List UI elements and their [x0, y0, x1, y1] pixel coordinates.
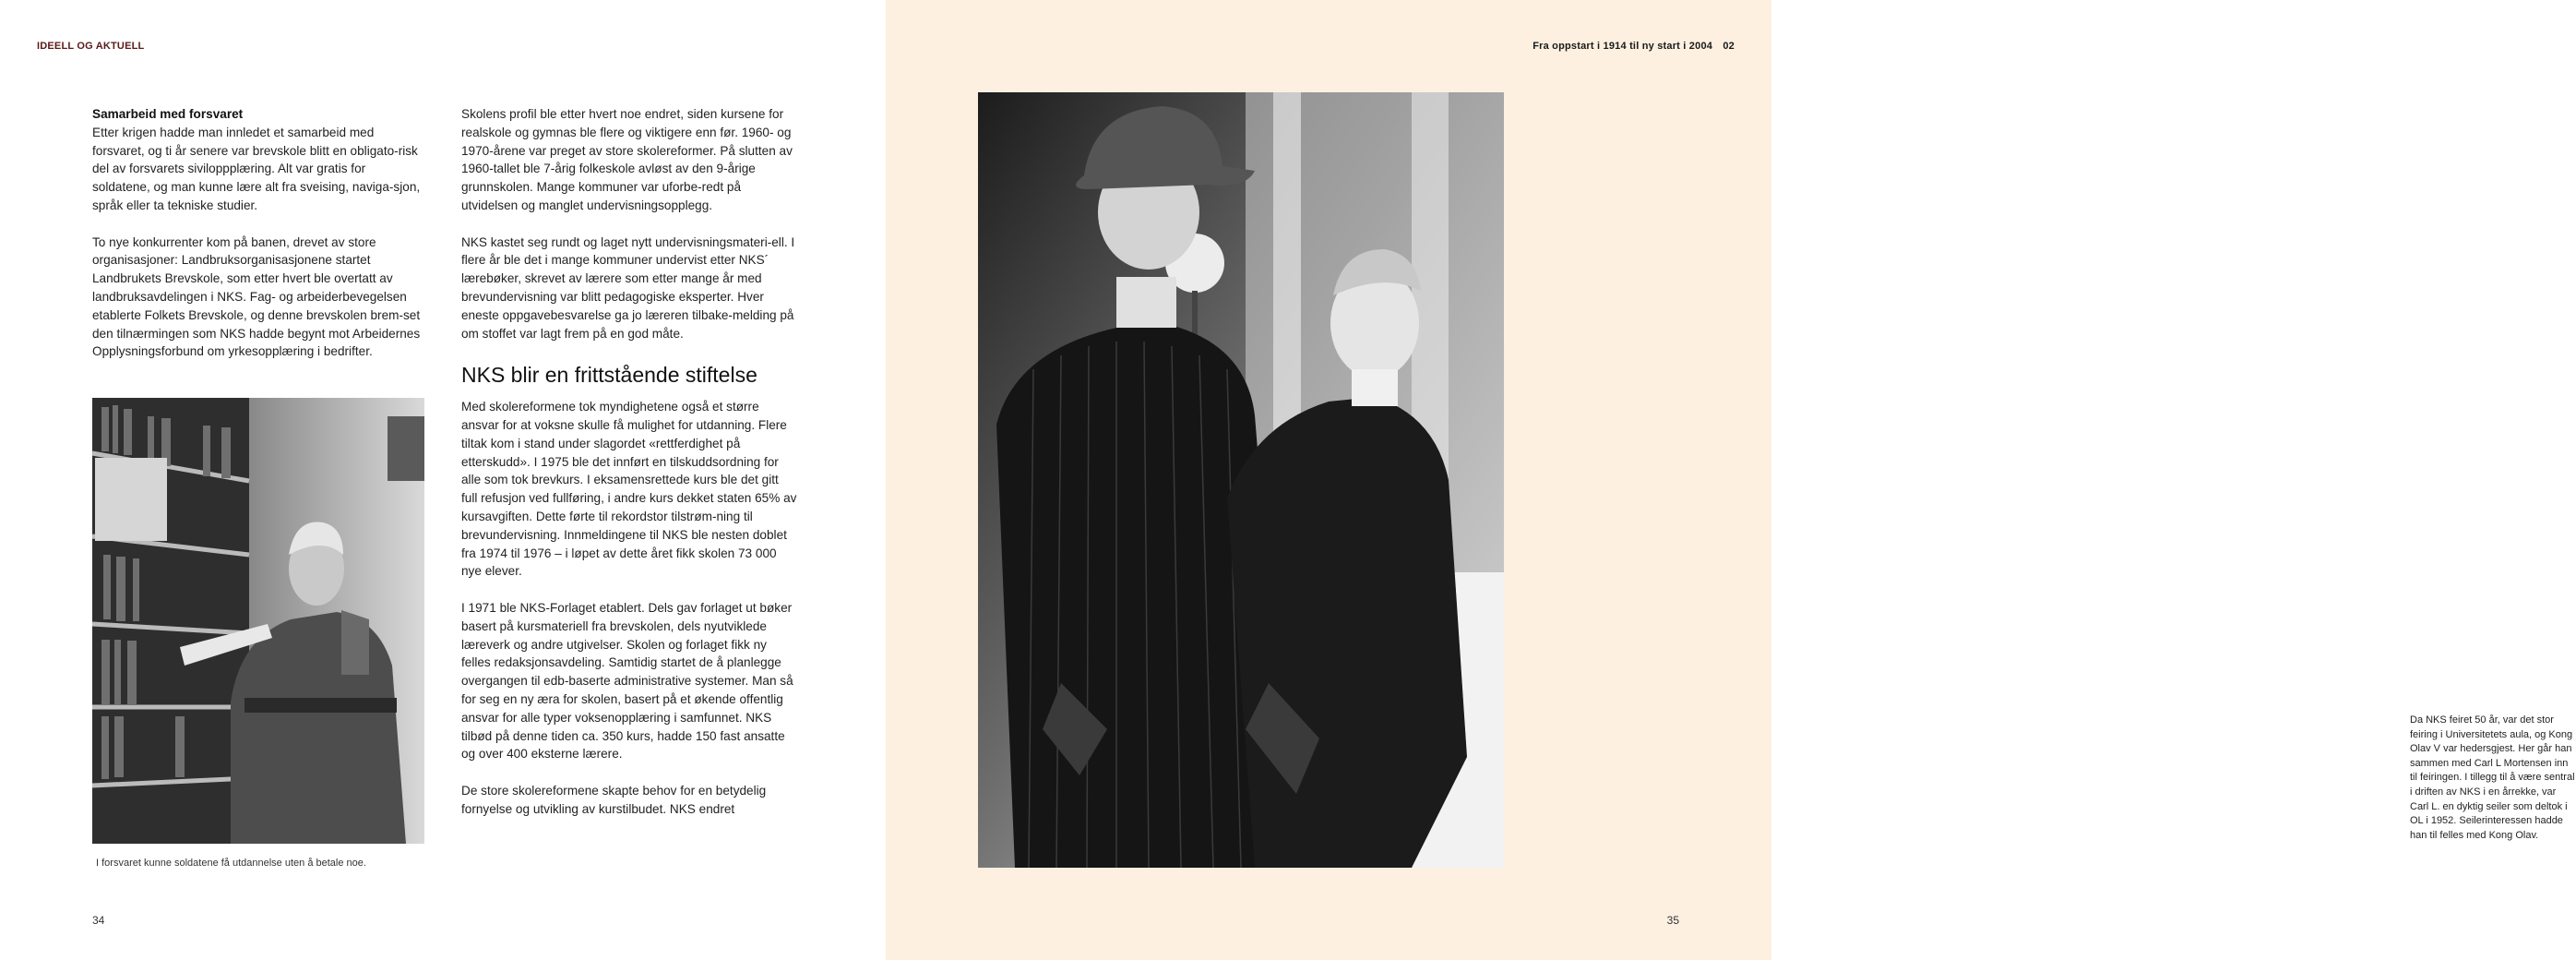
paragraph: NKS kastet seg rundt og laget nytt undervisningsmateri-ell. I flere år ble det i mange kommuner undervist etter NKS´ lærebøker, skrevet av lærere som etter mange år med brevundervisning var blitt pedagogiske eksperter. Hver eneste oppgavebesvarelse ga jo læreren tilbake-melding på om stoffet var lagt frem på en god måte. — [461, 234, 795, 341]
paragraph: Med skolereformene tok myndighetene også et større ansvar for at voksne skulle få mulighet for utdanning. Flere tiltak kom i stand under slagordet «rettferdighet på etterskudd». I 1975 ble det innført en tilskuddsordning for alle som tok brevkurs. I eksamensrettede kurs ble det gitt full refusjon ved fullføring, i andre kurs dekket staten 65% av kursavgiften. Dette førte til rekordstor tilstrøm-ning til brevundervisning. Innmeldingene til NKS ble nesten doblet fra 1974 til 1976 – i løpet av dette året fikk skolen 73 000 nye elever. — [461, 400, 797, 579]
soldier-photo — [92, 398, 424, 844]
chapter-heading — [1532, 41, 1735, 52]
king-olav-photo-image — [978, 92, 1504, 868]
left-page — [0, 0, 886, 960]
left-column — [92, 105, 426, 379]
paragraph: I 1971 ble NKS-Forlaget etablert. Dels gav forlaget ut bøker basert på kursmateriell fra brevskolen, dels nyutviklede læreverk og andre utgivelser. Skolen og forlaget fikk ny felles redaksjonsavdeling. Samtidig startet de å planlegge overgangen til edb-baserte administrative systemer. Man så for seg en ny æra for skolen, basert på et økende offentlig ansvar for alle typer voksenopplæring i samfunnet. NKS tilbød på denne tiden ca. 350 kurs, hadde 150 fast ansatte og over 400 eksterne lærere. — [461, 600, 793, 762]
middle-column — [461, 105, 797, 836]
subheading: Samarbeid med forsvaret — [92, 107, 244, 121]
king-olav-photo — [978, 92, 1504, 868]
page-number-right: 35 — [1666, 914, 1679, 927]
section-label: IDEELL OG AKTUELL — [37, 41, 145, 52]
chapter-title: Fra oppstart i 1914 til ny start i 2004 — [1532, 41, 1713, 52]
page-number-left: 34 — [92, 914, 105, 927]
paragraph: Etter krigen hadde man innledet et samarbeid med forsvaret, og ti år senere var brevskole blitt en obligato-risk del av forsvarets siviloppplæring. Alt var gratis for soldatene, og man kunne lære alt fra sveising, naviga-sjon, språk eller ta tekniske studier. — [92, 125, 421, 212]
paragraph: De store skolereformene skapte behov for en betydelig fornyelse og utvikling av kurstilbudet. NKS endret — [461, 783, 767, 816]
soldier-photo-caption: I forsvaret kunne soldatene få utdannelse uten å betale noe. — [96, 858, 366, 869]
soldier-photo-image — [92, 398, 424, 844]
king-olav-photo-caption: Da NKS feiret 50 år, var det stor feiring i Universitetets aula, og Kong Olav V var hedersgjest. Her går han sammen med Carl L Mortensen inn til feiringen. I tillegg til å være sentral i driften av NKS i en årrekke, var Carl L. en dyktig seiler som deltok i OL i 1952. Seilerinteressen hadde han til felles med Kong Olav. — [2410, 714, 2575, 841]
section-title: NKS blir en frittstående stiftelse — [461, 363, 757, 388]
paragraph: Skolens profil ble etter hvert noe endret, siden kursene for realskole og gymnas ble flere og viktigere enn før. 1960- og 1970-årene var preget av store skolereformer. På slutten av 1960-tallet ble 7-årig folkeskole avløst av den 9-årige grunnskolen. Mange kommuner var uforbe-redt på utvidelsen og manglet undervisningsopplegg. — [461, 107, 793, 212]
right-page — [886, 0, 2575, 960]
chapter-number: 02 — [1723, 41, 1735, 52]
paragraph: To nye konkurrenter kom på banen, drevet av store organisasjoner: Landbruksorganisasjonene startet Landbrukets Brevskole, som etter hvert ble overtatt av landbruksavdelingen i NKS. Fag- og arbeiderbevegelsen etablerte Folkets Brevskole, og denne brevskolen brem-set den tilnærmingen som NKS hadde begynt mot Arbeidernes Opplysningsforbund om yrkesopplæring i bedrifter. — [92, 234, 421, 359]
